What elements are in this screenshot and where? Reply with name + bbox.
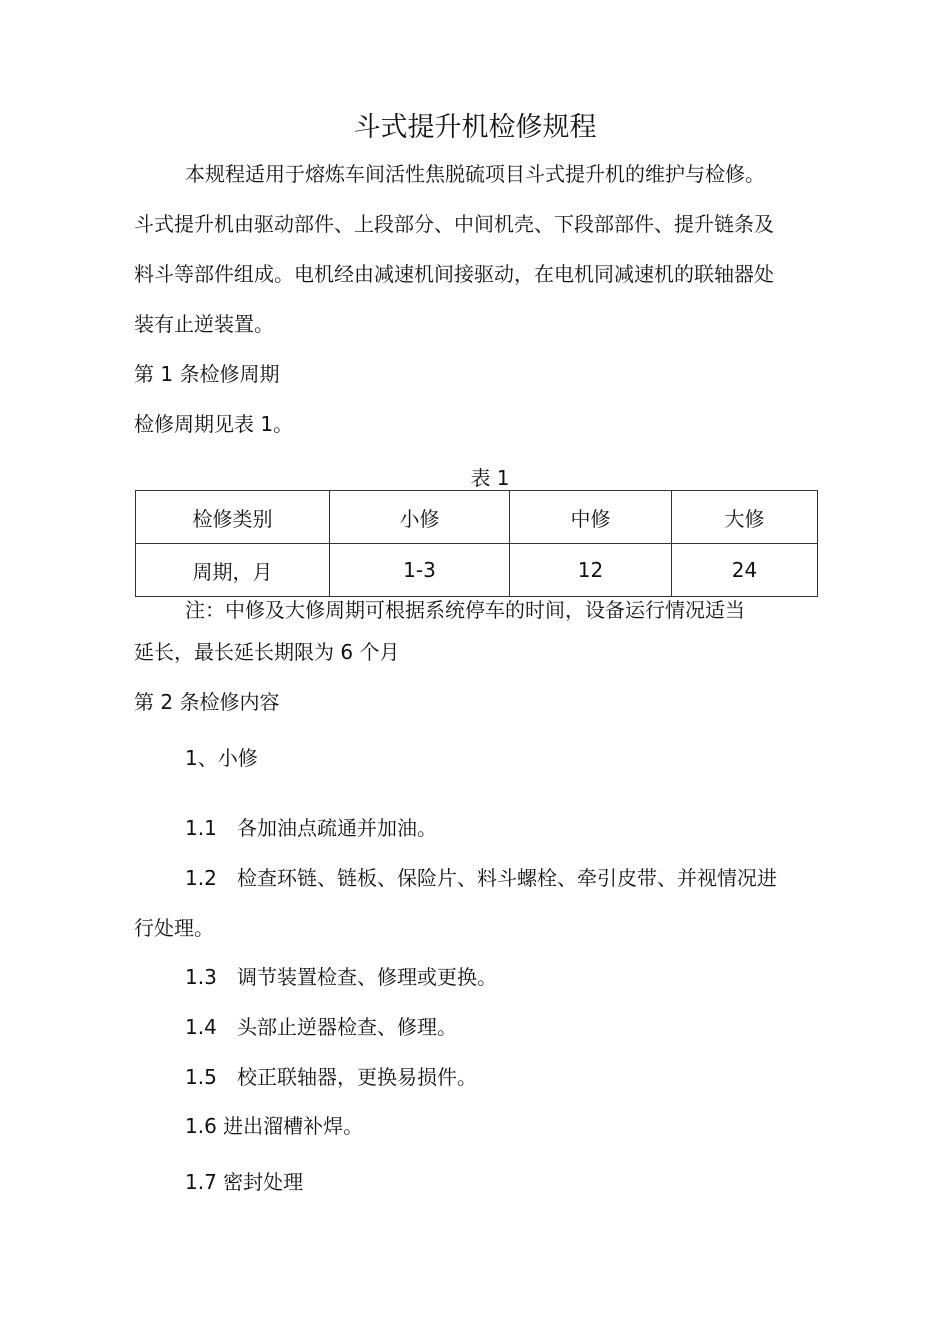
note-line-1: 注：中修及大修周期可根据系统停车的时间，设备运行情况适当 (185, 598, 745, 622)
item-number: 1.3 (185, 965, 217, 989)
item-text: 检查环链、链板、保险片、料斗螺栓、牵引皮带、并视情况进 (237, 866, 777, 890)
table-header-cell: 小修 (330, 491, 510, 544)
table-caption: 表 1 (470, 466, 510, 490)
item-number: 1.4 (185, 1015, 217, 1039)
item-text: 校正联轴器，更换易损件。 (237, 1065, 477, 1089)
table-cell: 24 (672, 544, 818, 597)
note-line-2: 延长，最长延长期限为 6 个月 (134, 640, 400, 664)
item-text: 各加油点疏通并加油。 (237, 816, 437, 840)
item-text: 调节装置检查、修理或更换。 (237, 965, 497, 989)
item-text-continued: 行处理。 (134, 916, 214, 940)
table-cell: 1-3 (330, 544, 510, 597)
minor-repair-heading: 1、小修 (185, 746, 258, 770)
item-number: 1.1 (185, 816, 217, 840)
table-header-cell: 中修 (510, 491, 672, 544)
item-number: 1.2 (185, 866, 217, 890)
intro-line-2: 斗式提升机由驱动部件、上段部分、中间机壳、下段部部件、提升链条及 (134, 212, 774, 236)
intro-line-3: 料斗等部件组成。电机经由减速机间接驱动，在电机同减速机的联轴器处 (134, 262, 774, 286)
intro-line-4: 装有止逆装置。 (134, 312, 274, 336)
table-row (136, 544, 818, 597)
item-text: 头部止逆器检查、修理。 (237, 1015, 457, 1039)
document-title: 斗式提升机检修规程 (353, 112, 597, 143)
table-header-row (136, 491, 818, 544)
intro-line-1: 本规程适用于熔炼车间活性焦脱硫项目斗式提升机的维护与检修。 (185, 162, 765, 186)
section-1-heading: 第 1 条检修周期 (134, 362, 280, 386)
item-text: 1.6 进出溜槽补焊。 (185, 1114, 364, 1138)
table-cell: 周期，月 (136, 544, 330, 597)
maintenance-period-table (135, 490, 818, 597)
table-cell: 12 (510, 544, 672, 597)
section-2-heading: 第 2 条检修内容 (134, 690, 280, 714)
table-header-cell: 检修类别 (136, 491, 330, 544)
table-header-cell: 大修 (672, 491, 818, 544)
item-number: 1.5 (185, 1065, 217, 1089)
item-text: 1.7 密封处理 (185, 1170, 304, 1194)
section-1-text: 检修周期见表 1。 (134, 412, 294, 436)
